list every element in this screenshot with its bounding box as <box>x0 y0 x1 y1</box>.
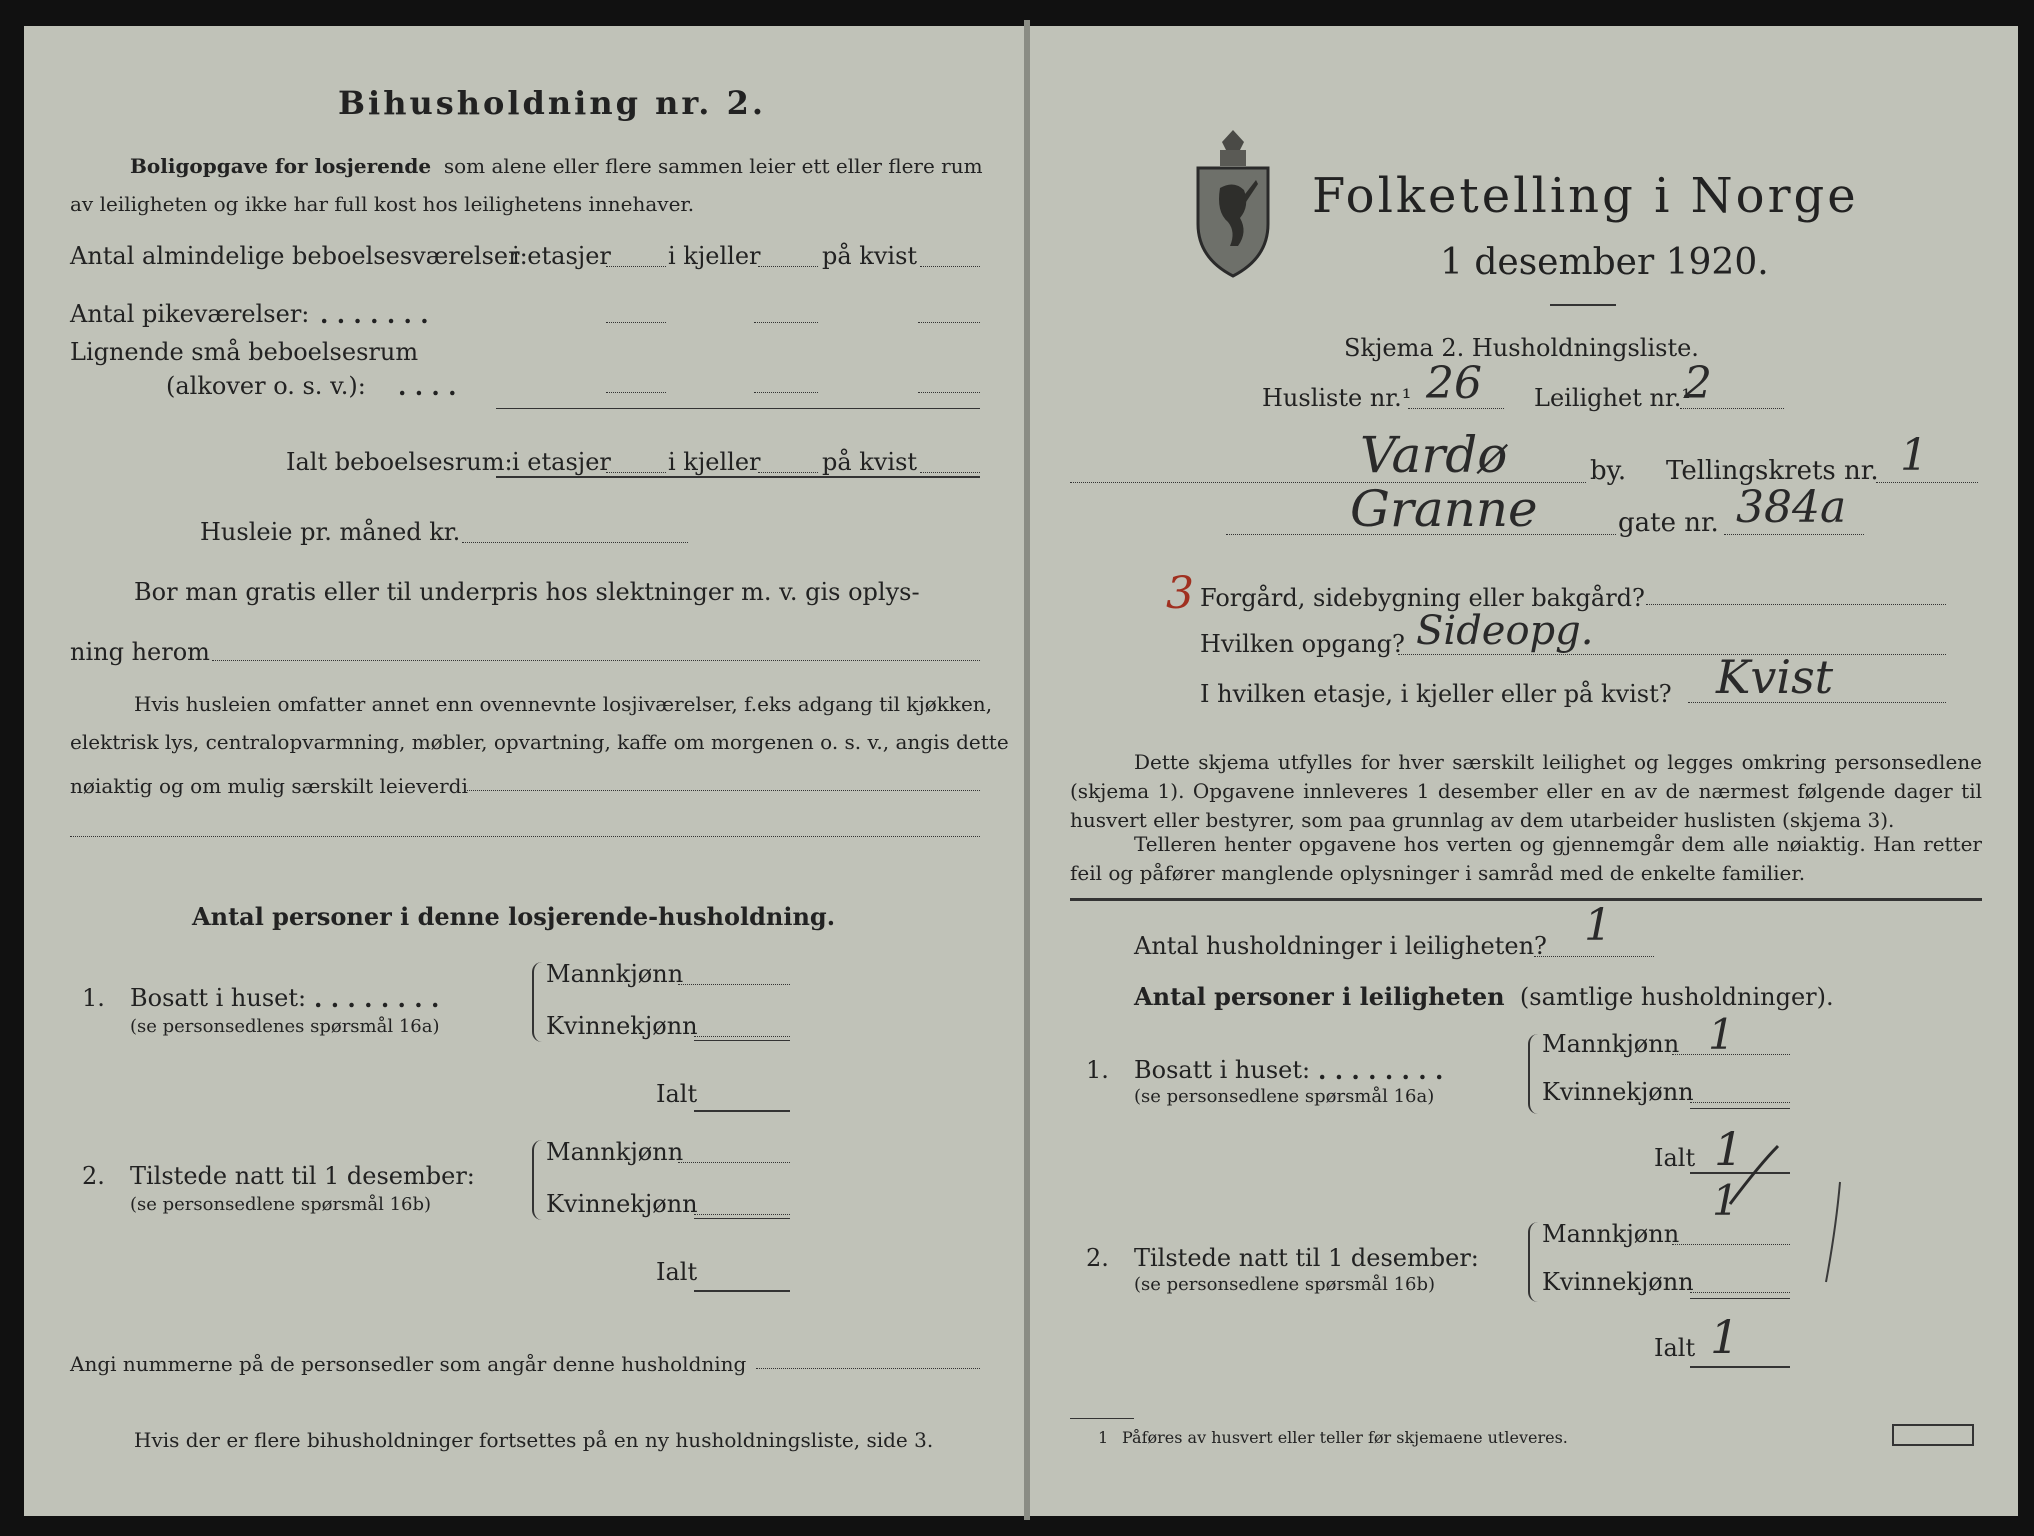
hvis-line-1 <box>464 790 980 791</box>
leilighet-value: 2 <box>1684 358 1712 409</box>
gate-label: gate nr. <box>1618 508 1719 538</box>
antal-etasjer-line <box>606 266 666 267</box>
right-q1-mann: Mannkjønn <box>1542 1030 1680 1058</box>
right-q2-ialt: Ialt <box>1654 1334 1696 1362</box>
right-q1-sum-line <box>1690 1108 1790 1109</box>
right-q2-mann: Mannkjønn <box>1542 1220 1680 1248</box>
antal-pers-bold: Antal personer i leiligheten <box>1134 982 1505 1011</box>
printer-stamp <box>1892 1424 1974 1446</box>
left-q1-sum-line <box>694 1040 790 1041</box>
bor-line <box>212 660 980 661</box>
pike-line-1 <box>606 322 666 323</box>
intro-rest: som alene eller flere sammen leier ett eller flere rum <box>443 154 983 178</box>
left-personer-title: Antal personer i denne losjerende-husholdning. <box>192 902 836 931</box>
by-value: Vardø <box>1360 426 1508 484</box>
by-label: by. <box>1590 456 1627 486</box>
right-q2-sub: (se personsedlene spørsmål 16b) <box>1134 1274 1436 1295</box>
antal-hush-value: 1 <box>1584 900 1612 951</box>
ialt-kjeller: i kjeller <box>668 448 761 476</box>
angi-text: Angi nummerne på de personsedler som angår denne husholdning <box>70 1352 747 1376</box>
right-q1-ialt-value: 1 <box>1714 1122 1744 1176</box>
antal-pers-rest: (samtlige husholdninger). <box>1519 983 1834 1011</box>
right-q2-mann-value: 1 <box>1712 1176 1739 1225</box>
pike-line-2 <box>754 322 818 323</box>
antal-hush-label: Antal husholdninger i leiligheten? <box>1134 932 1547 960</box>
right-q2-mann-line <box>1672 1244 1790 1245</box>
left-q1-dots: . . . . . . . . <box>314 984 440 1013</box>
hvis-text-2: elektrisk lys, centralopvarmning, møbler, opvartning, kaffe om morgenen o. s. v., angis dette <box>70 730 1009 754</box>
right-q2-brace <box>1528 1222 1540 1302</box>
lign-dots: . . . . <box>398 372 457 401</box>
forgard-line <box>1646 604 1946 605</box>
husleie-label: Husleie pr. måned kr. <box>200 518 461 546</box>
right-q2-kvinne-line <box>1690 1292 1790 1293</box>
left-q1-ialt: Ialt <box>656 1080 698 1108</box>
left-q1-sub: (se personsedlenes spørsmål 16a) <box>130 1016 440 1037</box>
right-q1-dots: . . . . . . . . <box>1318 1056 1444 1085</box>
lign-label-2: (alkover o. s. v.): <box>166 372 366 400</box>
ialt-kvist-line <box>920 472 980 473</box>
hvis-text-1: Hvis husleien omfatter annet enn ovennevnte losjiværelser, f.eks adgang til kjøkken, <box>134 692 993 716</box>
title-rule <box>1550 304 1616 306</box>
forgard-mark: 3 <box>1166 568 1194 619</box>
info-paragraph-1: Dette skjema utfylles for hver særskilt leilighet og legges omkring personsedlene (skjema 1). Opgavene innleveres 1 desember eller en av de nærmest følgende dager til husvert eller bestyrer, som paa grunnlag av dem utarbeider huslisten (skjema 3). <box>1070 750 1982 832</box>
lign-sum-line <box>496 408 980 409</box>
lign-line-2 <box>754 392 818 393</box>
left-q2-num: 2. <box>82 1162 105 1190</box>
page-fold <box>1024 20 1030 1520</box>
right-q1-brace <box>1528 1034 1540 1114</box>
left-q1-ialt-line <box>694 1110 790 1112</box>
ialt-kjeller-line <box>758 472 818 473</box>
right-q1-ialt: Ialt <box>1654 1144 1696 1172</box>
left-q1-kvinne: Kvinnekjønn <box>546 1012 698 1040</box>
intro-bold: Boligopgave for losjerende <box>130 154 432 178</box>
antal-kjeller: i kjeller <box>668 242 761 270</box>
ialt-kvist: på kvist <box>822 448 918 476</box>
left-q2-ialt-line <box>694 1290 790 1292</box>
antal-kjeller-line <box>758 266 818 267</box>
pike-line-3 <box>918 322 980 323</box>
left-q1-kvinne-line <box>694 1036 790 1037</box>
lign-line-1 <box>606 392 666 393</box>
left-q2-sub: (se personsedlene spørsmål 16b) <box>130 1194 432 1215</box>
husliste-value: 26 <box>1426 358 1482 409</box>
footnote-num: 1 <box>1098 1428 1109 1447</box>
left-q2-ialt: Ialt <box>656 1258 698 1286</box>
angi-line <box>756 1368 980 1369</box>
husliste-label: Husliste nr.¹ <box>1262 384 1412 412</box>
right-q1-kvinne-line <box>1690 1102 1790 1103</box>
opgang-line <box>1398 654 1946 655</box>
left-q2-kvinne-line <box>694 1214 790 1215</box>
left-q2-label: Tilstede natt til 1 desember: <box>130 1162 475 1190</box>
ialt-label: Ialt beboelsesrum: <box>286 448 513 476</box>
etasje-label: I hvilken etasje, i kjeller eller på kvist? <box>1200 680 1672 708</box>
info-paragraph-2: Telleren henter opgavene hos verten og gjennemgår dem alle nøiaktig. Han retter feil og påfører manglende oplysninger i samråd med de enkelte familier. <box>1070 832 1982 885</box>
etasje-value: Kvist <box>1716 650 1834 704</box>
left-q2-brace <box>532 1140 544 1220</box>
skjema-label: Skjema 2. Husholdningsliste. <box>1344 334 1699 362</box>
info-rule <box>1070 898 1982 901</box>
antal-kvist: på kvist <box>822 242 918 270</box>
left-q1-brace <box>532 962 544 1042</box>
right-q2-label: Tilstede natt til 1 desember: <box>1134 1244 1479 1272</box>
hvis-text-3: nøiaktig og om mulig særskilt leieverdi <box>70 774 468 798</box>
gate-nr-line <box>1724 534 1864 535</box>
tally-stroke-icon <box>1818 1178 1848 1288</box>
tellingskrets-line <box>1876 482 1978 483</box>
hvis-line-2 <box>70 836 980 837</box>
intro-line-1 <box>130 154 983 178</box>
right-q1-num: 1. <box>1086 1056 1109 1084</box>
ialt-etasjer: i etasjer <box>512 448 611 476</box>
ialt-etasjer-line <box>606 472 666 473</box>
right-q1-mann-value: 1 <box>1708 1010 1735 1059</box>
right-q2-kvinne: Kvinnekjønn <box>1542 1268 1694 1296</box>
husleie-line <box>462 542 688 543</box>
left-footer: Hvis der er flere bihusholdninger fortsettes på en ny husholdningsliste, side 3. <box>134 1428 934 1452</box>
lign-line-3 <box>918 392 980 393</box>
bor-text-2: ning herom <box>70 638 210 666</box>
antal-etasjer: i etasjer <box>512 242 611 270</box>
left-q1-mann-line <box>678 984 790 985</box>
right-q2-ialt-line <box>1690 1366 1790 1368</box>
left-q1-num: 1. <box>82 984 105 1012</box>
right-date: 1 desember 1920. <box>1440 242 1769 283</box>
forgard-label: Forgård, sidebygning eller bakgård? <box>1200 584 1645 612</box>
right-q2-ialt-value: 1 <box>1710 1310 1740 1364</box>
left-title: Bihusholdning nr. 2. <box>338 84 766 122</box>
gate-nr-value: 384a <box>1736 482 1847 533</box>
footnote-rule <box>1070 1418 1134 1419</box>
right-q2-num: 2. <box>1086 1244 1109 1272</box>
left-q2-sum-line <box>694 1218 790 1219</box>
left-q1-label: Bosatt i huset: <box>130 984 307 1012</box>
left-q2-kvinne: Kvinnekjønn <box>546 1190 698 1218</box>
footnote-text: Påføres av husvert eller teller før skjemaene utleveres. <box>1122 1428 1568 1447</box>
bor-text-1: Bor man gratis eller til underpris hos slektninger m. v. gis oplys- <box>134 578 920 606</box>
pike-dots: . . . . . . . <box>320 300 429 329</box>
tellingskrets-label: Tellingskrets nr. <box>1666 456 1879 486</box>
antal-hush-line <box>1534 956 1654 957</box>
antal-label: Antal almindelige beboelsesværelser: <box>70 242 528 270</box>
antal-kvist-line <box>920 266 980 267</box>
leilighet-label: Leilighet nr.¹ <box>1534 384 1692 412</box>
right-title: Folketelling i Norge <box>1312 168 1859 224</box>
norway-coat-of-arms <box>1192 128 1274 278</box>
right-q2-sum-line <box>1690 1298 1790 1299</box>
pike-label: Antal pikeværelser: <box>70 300 310 328</box>
ialt-underline <box>496 476 980 478</box>
antal-pers-line <box>1134 982 1834 1011</box>
left-q1-mann: Mannkjønn <box>546 960 684 988</box>
lign-label-1: Lignende små beboelsesrum <box>70 338 419 366</box>
gate-value: Granne <box>1350 480 1538 538</box>
opgang-value: Sideopg. <box>1416 608 1594 654</box>
left-q2-mann-line <box>678 1162 790 1163</box>
opgang-label: Hvilken opgang? <box>1200 630 1405 658</box>
right-q1-kvinne: Kvinnekjønn <box>1542 1078 1694 1106</box>
right-q1-label: Bosatt i huset: <box>1134 1056 1311 1084</box>
left-q2-mann: Mannkjønn <box>546 1138 684 1166</box>
intro-line-2: av leiligheten og ikke har full kost hos leilighetens innehaver. <box>70 192 695 216</box>
right-q1-sub: (se personsedlene spørsmål 16a) <box>1134 1086 1435 1107</box>
tellingskrets-value: 1 <box>1900 430 1928 481</box>
